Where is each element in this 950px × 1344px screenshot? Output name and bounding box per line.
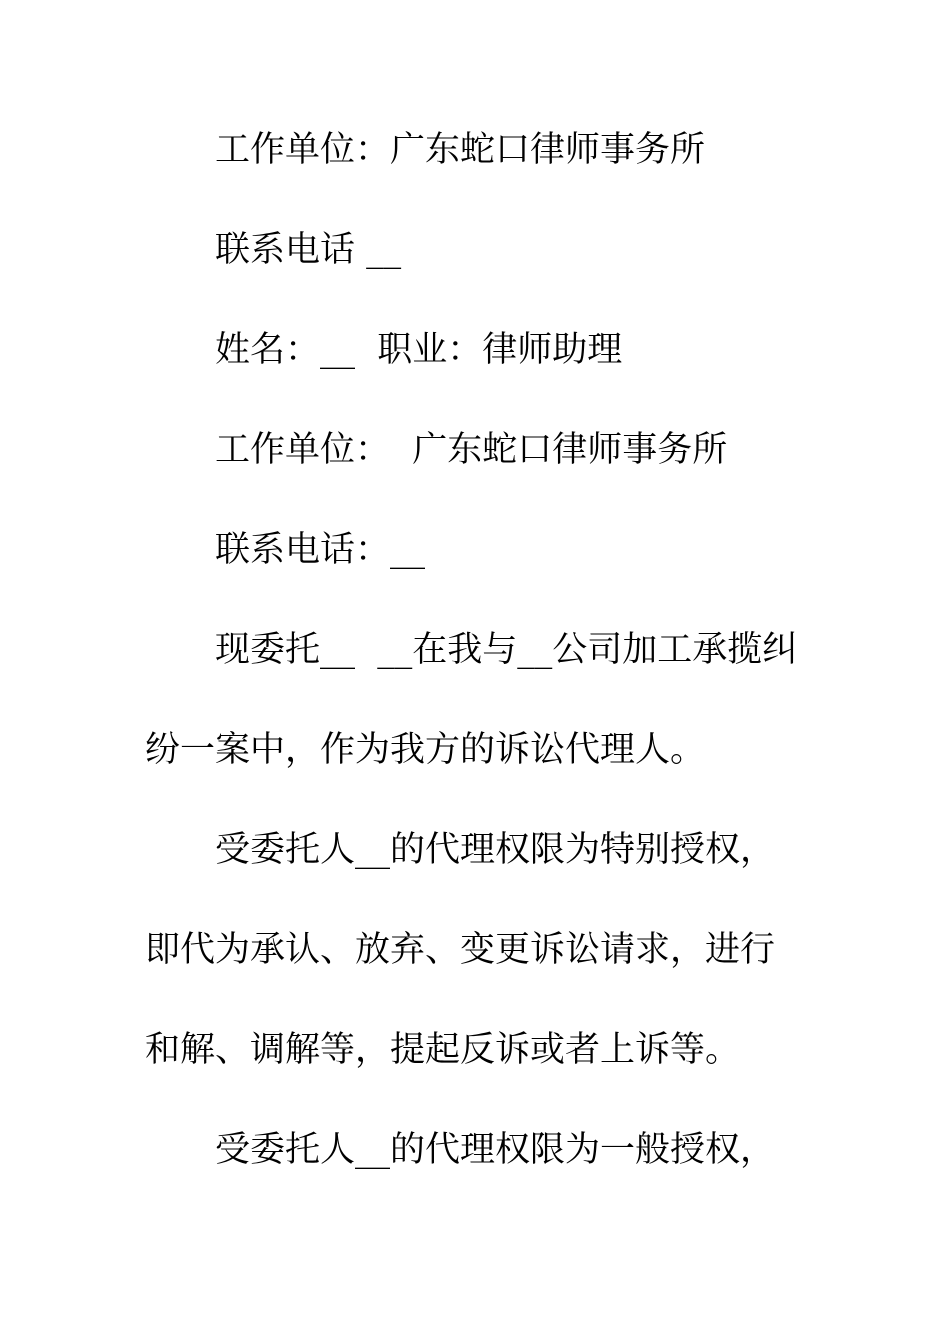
entrust-paragraph-line-1: 现委托__ __在我与__公司加工承揽纠 bbox=[215, 630, 798, 670]
entrust-paragraph-line-2: 纷一案中，作为我方的诉讼代理人。 bbox=[145, 730, 706, 770]
phone-line-1: 联系电话 __ bbox=[215, 230, 402, 270]
general-authority-line-1: 受委托人__的代理权限为一般授权， bbox=[215, 1130, 776, 1170]
name-occupation-line: 姓名：__ 职业：律师助理 bbox=[215, 330, 623, 370]
work-unit-line-2: 工作单位： 广东蛇口律师事务所 bbox=[215, 430, 728, 470]
phone-line-2: 联系电话：__ bbox=[215, 530, 426, 570]
special-authority-line-1: 受委托人__的代理权限为特别授权， bbox=[215, 830, 776, 870]
special-authority-line-3: 和解、调解等，提起反诉或者上诉等。 bbox=[145, 1030, 741, 1070]
work-unit-line-1: 工作单位：广东蛇口律师事务所 bbox=[215, 130, 706, 170]
special-authority-line-2: 即代为承认、放弃、变更诉讼请求，进行 bbox=[145, 930, 776, 970]
